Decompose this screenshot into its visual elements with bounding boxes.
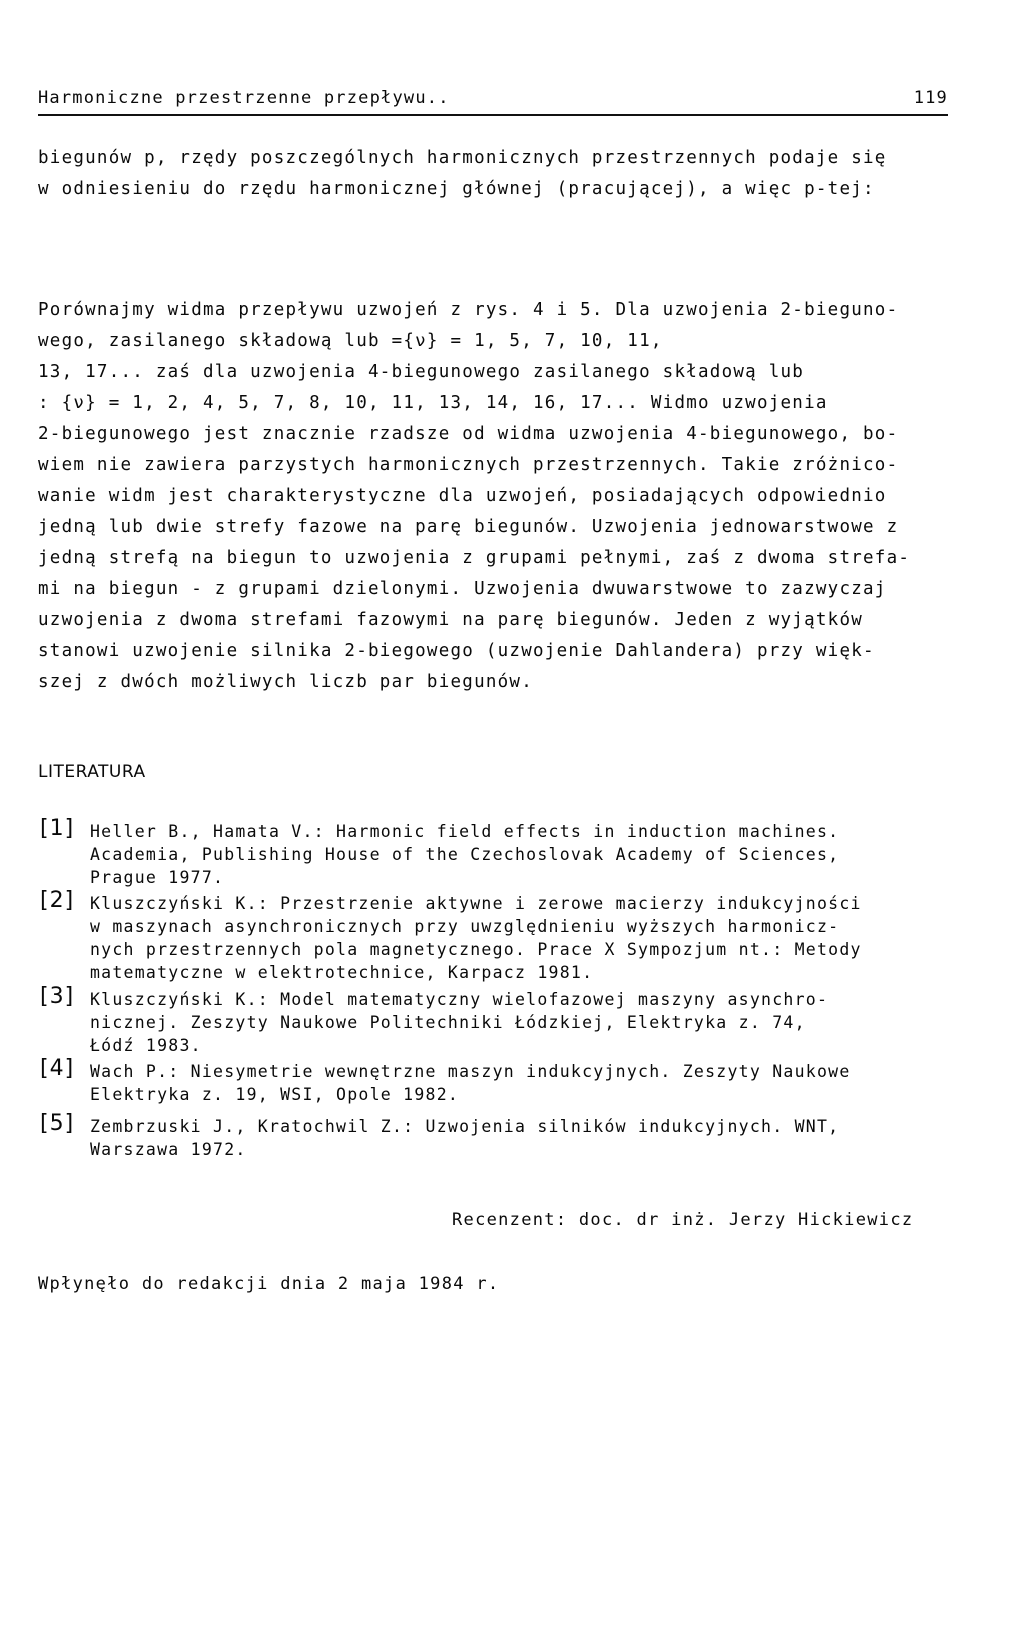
paragraph2-line: : {ν} = 1, 2, 4, 5, 7, 8, 10, 11, 13, 14, 16, 17... Widmo uzwojenia — [38, 393, 828, 413]
paragraph1-line: biegunów p, rzędy poszczególnych harmonicznych przestrzennych podaje się — [38, 148, 887, 168]
reference-number: [5] — [40, 1111, 75, 1136]
paragraph2-line: uzwojenia z dwoma strefami fazowymi na parę biegunów. Jeden z wyjątków — [38, 610, 864, 630]
paragraph2-line: 2-biegunowego jest znacznie rzadsze od widma uzwojenia 4-biegunowego, bo- — [38, 424, 899, 444]
reference-line: Elektryka z. 19, WSI, Opole 1982. — [90, 1085, 460, 1104]
reference-line: Academia, Publishing House of the Czechoslovak Academy of Sciences, — [90, 845, 840, 864]
reference-line: Kluszczyński K.: Model matematyczny wielofazowej maszyny asynchro- — [90, 990, 829, 1009]
reference-number: [3] — [40, 984, 75, 1009]
literature-heading: LITERATURA — [38, 762, 146, 782]
paragraph2-line: jedną lub dwie strefy fazowe na parę biegunów. Uzwojenia jednowarstwowe z — [38, 517, 899, 537]
reference-line: nicznej. Zeszyty Naukowe Politechniki Łódzkiej, Elektryka z. 74, — [90, 1013, 806, 1032]
reference-line: Łódź 1983. — [90, 1036, 202, 1055]
reference-line: w maszynach asynchronicznych przy uwzględnieniu wyższych harmonicz- — [90, 917, 840, 936]
reference-line: Wach P.: Niesymetrie wewnętrzne maszyn indukcyjnych. Zeszyty Naukowe — [90, 1062, 851, 1081]
paragraph2-line: mi na biegun - z grupami dzielonymi. Uzwojenia dwuwarstwowe to zazwyczaj — [38, 579, 887, 599]
reference-line: matematyczne w elektrotechnice, Karpacz 1981. — [90, 963, 594, 982]
reviewer-note: Recenzent: doc. dr inż. Jerzy Hickiewicz — [452, 1210, 914, 1230]
paragraph2-line: Porównajmy widma przepływu uzwojeń z rys. 4 i 5. Dla uzwojenia 2-bieguno- — [38, 300, 899, 320]
paragraph1-line: w odniesieniu do rzędu harmonicznej głównej (pracującej), a więc p-tej: — [38, 179, 875, 199]
reference-number: [2] — [40, 888, 75, 913]
reference-line: Prague 1977. — [90, 868, 225, 887]
reference-line: Heller B., Hamata V.: Harmonic field effects in induction machines. — [90, 822, 840, 841]
paragraph2-line: wego, zasilanego składową lub ={ν} = 1, 5, 7, 10, 11, — [38, 331, 663, 351]
reference-number: [1] — [40, 816, 75, 841]
paragraph2-line: stanowi uzwojenie silnika 2-biegowego (uzwojenie Dahlandera) przy więk- — [38, 641, 875, 661]
running-header — [38, 88, 948, 116]
paragraph2-line: szej z dwóch możliwych liczb par biegunów. — [38, 672, 534, 692]
running-title: Harmoniczne przestrzenne przepływu.. — [38, 88, 450, 108]
paragraph2-line: wanie widm jest charakterystyczne dla uzwojeń, posiadających odpowiednio — [38, 486, 887, 506]
paragraph2-line: jedną strefą na biegun to uzwojenia z grupami pełnymi, zaś z dwoma strefa- — [38, 548, 911, 568]
reference-line: nych przestrzennych pola magnetycznego. Prace X Sympozjum nt.: Metody — [90, 940, 862, 959]
paragraph2-line: 13, 17... zaś dla uzwojenia 4-biegunowego zasilanego składową lub — [38, 362, 805, 382]
reference-line: Zembrzuski J., Kratochwil Z.: Uzwojenia silników indukcyjnych. WNT, — [90, 1117, 840, 1136]
reference-line: Warszawa 1972. — [90, 1140, 247, 1159]
paragraph2-line: wiem nie zawiera parzystych harmonicznych przestrzennych. Takie zróżnico- — [38, 455, 899, 475]
page-number: 119 — [913, 88, 948, 108]
reference-line: Kluszczyński K.: Przestrzenie aktywne i zerowe macierzy indukcyjności — [90, 894, 862, 913]
reference-number: [4] — [40, 1056, 75, 1081]
received-date-note: Wpłynęło do redakcji dnia 2 maja 1984 r. — [38, 1274, 500, 1294]
